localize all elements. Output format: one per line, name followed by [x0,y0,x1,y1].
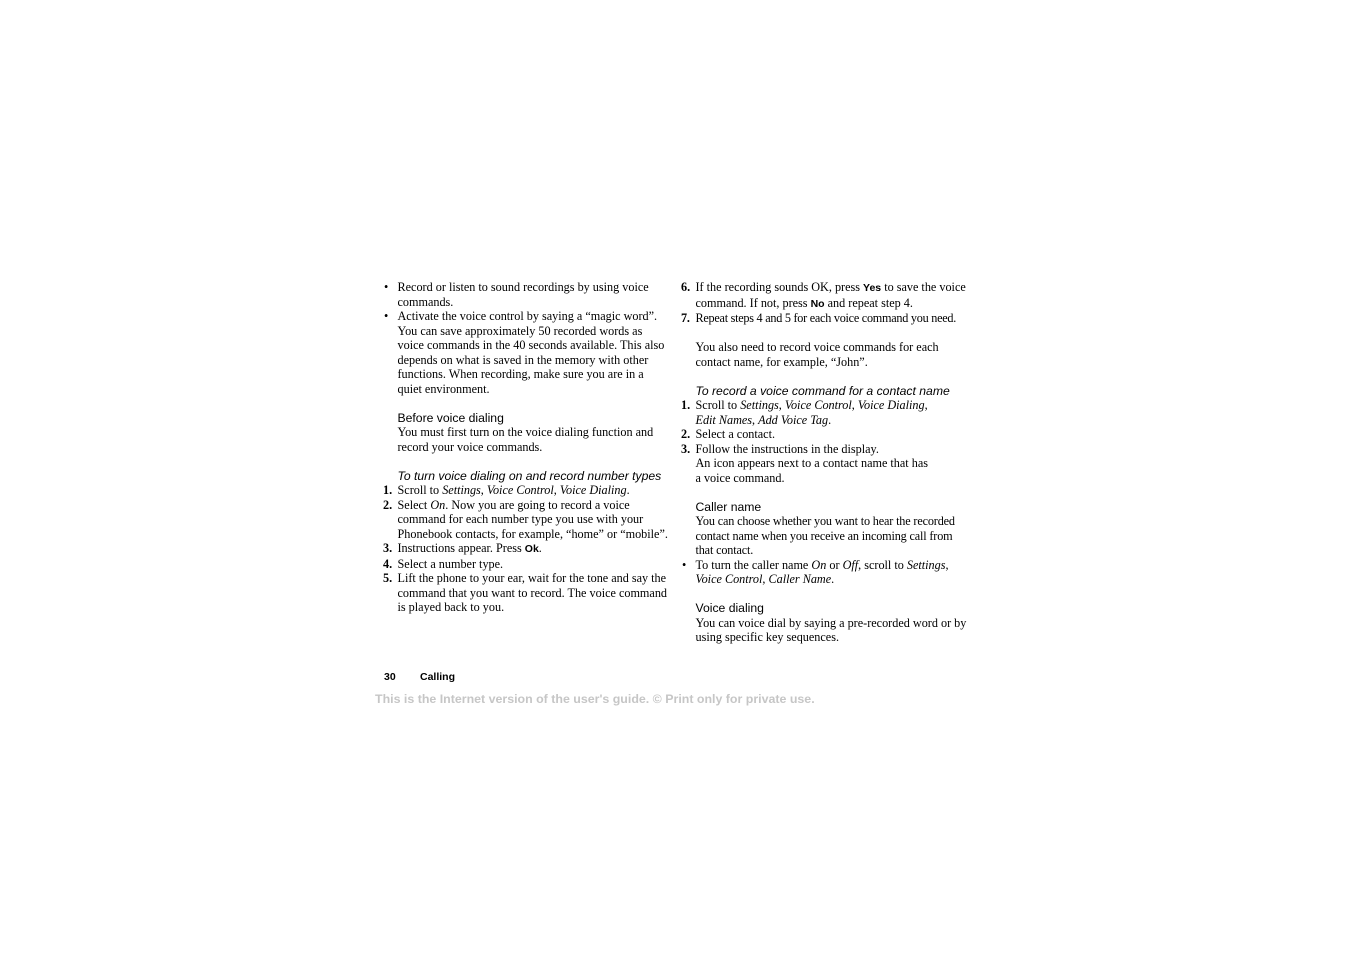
section-heading: Caller name [695,499,762,514]
menu-option: Off [842,557,859,572]
step-item: 4. Select a number type. [383,556,504,571]
menu-path: Settings [740,398,779,412]
key-label: Yes [863,282,882,294]
step-number: 6. [681,280,691,294]
step-item: 5. Lift the phone to your ear, wait for the tone and say the command that you want to record. The voice command is played back to you. [383,571,668,614]
list-item: • To turn the caller name On or Off, scroll to Settings, Voice Control, Caller Name. [682,557,949,586]
key-label: Ok [524,543,539,555]
procedure-heading: To turn voice dialing on and record number types [397,468,662,483]
menu-path: Add Voice Tag [758,412,829,427]
menu-path: Voice Dialing [559,483,627,497]
menu-path: Settings [906,557,946,572]
step-item: 2. Select a contact. [681,427,776,441]
step-item: 7. Repeat steps 4 and 5 for each voice command you need. [681,311,957,325]
step-number: 7. [681,311,690,325]
paragraph: You also need to record voice commands for each contact name, for example, “John”. [695,340,939,369]
menu-path: Voice Dialing [857,398,925,412]
bullet-text: Record or listen to sound recordings by using voice commands. [397,280,649,309]
list-item [383,280,670,309]
bullet-marker: • [682,557,687,572]
step-item: 3. Follow the instructions in the display. An icon appears next to a contact name that has a voice command. [681,441,928,485]
paragraph: You can voice dial by saying a pre-recorded word or by using specific key sequences. [695,615,967,644]
bullet-text: Activate the voice control by saying a “magic word”. You can save approximately 50 recorded words as voice commands in the 40 seconds available. This also depends on what is saved in the memory with other functions. When recording, make sure you are in a quiet environment. [397,309,665,396]
copyright-notice: This is the Internet version of the user's guide. © Print only for private use. [375,692,815,706]
step-item: 3. Instructions appear. Press Ok. [383,541,542,555]
menu-path: Caller Name [768,572,832,586]
key-label: No [810,297,825,310]
step-item: 1. Scroll to Settings, Voice Control, Voice Dialing. [383,483,630,497]
step-number: 2. [681,427,691,441]
step-number: 1. [383,483,393,497]
procedure-heading: To record a voice command for a contact name [695,383,950,398]
menu-path: Edit Names [695,412,753,427]
section-title: Calling [420,671,456,683]
bullet-marker: • [384,309,389,323]
step-number: 2. [383,497,393,512]
paragraph: You must first turn on the voice dialing function and record your voice commands. [397,425,654,454]
left-column [383,280,670,615]
section-heading: Before voice dialing [397,410,504,425]
paragraph: You can choose whether you want to hear the recorded contact name when you receive an incoming call from that contact. [695,514,955,557]
right-column [681,280,971,645]
step-number: 5. [383,571,393,585]
page-number: 30 [384,671,396,683]
menu-path: Settings [442,483,481,497]
menu-path: Voice Control [486,483,554,497]
section-heading: Voice dialing [695,601,764,615]
step-item: 2. Select On. Now you are going to record a voice command for each number type you use with your Phonebook contacts, for example, “home” or “mobile”. [383,497,668,541]
step-number: 3. [383,541,393,555]
step-item: 6. If the recording sounds OK, press Yes to save the voice command. If not, press No and repeat step 4. [681,280,966,310]
menu-option: On [811,557,827,572]
step-item: 1. Scroll to Settings, Voice Control, Voice Dialing, Edit Names, Add Voice Tag. [681,398,928,427]
bullet-marker: • [384,280,389,294]
list-item [383,309,670,396]
menu-path: Voice Control [784,398,852,412]
step-number: 4. [383,556,393,571]
menu-option: On [430,497,446,512]
menu-path: Voice Control [695,572,763,586]
step-number: 3. [681,441,691,456]
step-number: 1. [681,398,691,412]
